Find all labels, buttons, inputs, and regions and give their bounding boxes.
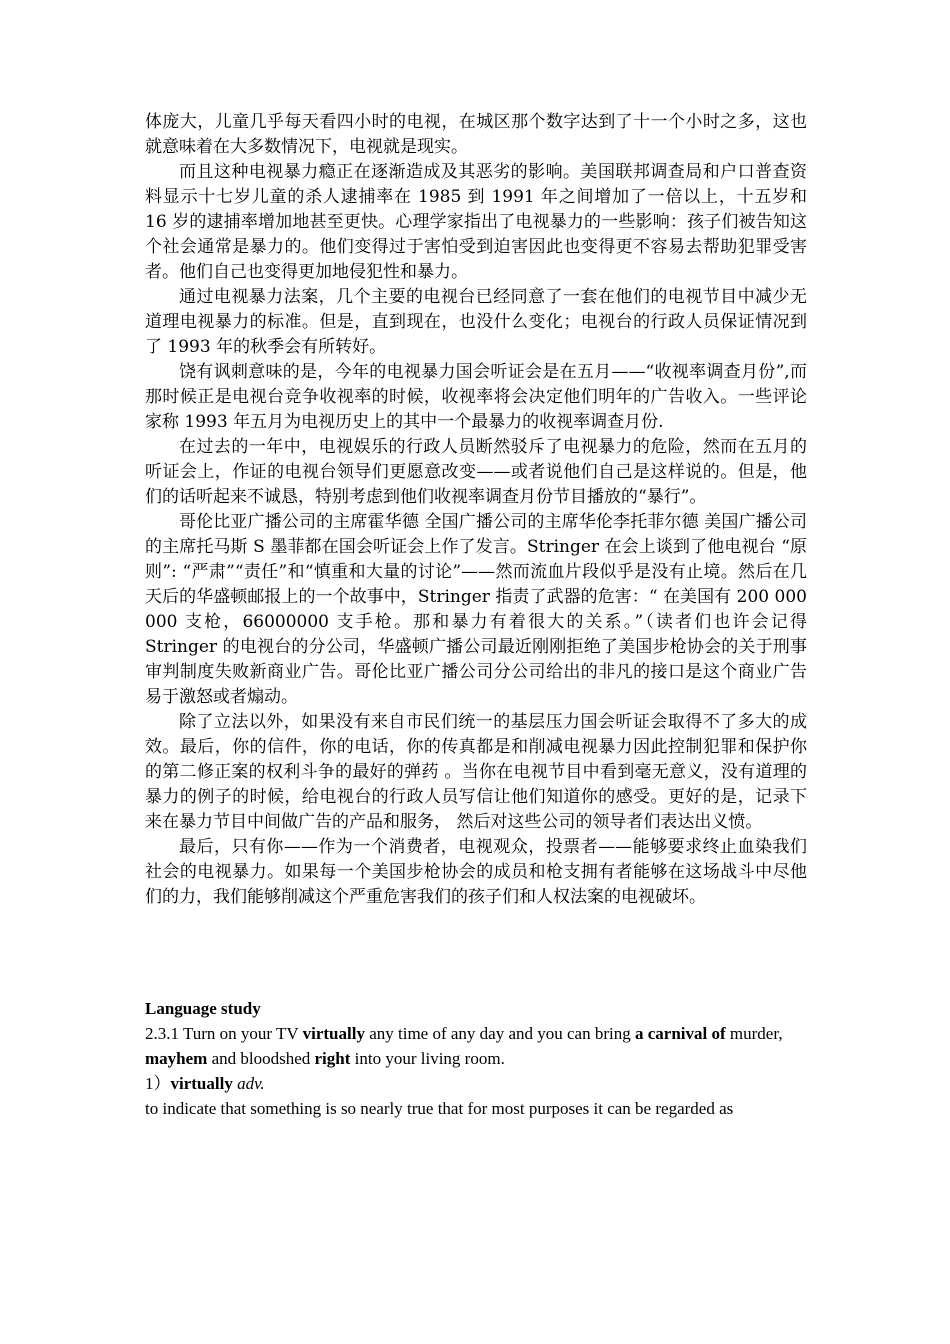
paragraph: 最后，只有你——作为一个消费者，电视观众，投票者——能够要求终止血染我们社会的电视暴力。如果每一个美国步枪协会的成员和枪支拥有者能够在这场战斗中尽他们的力，我们能够削减这个严重危害我们的孩子们和人权法案的电视破坏。	[145, 837, 807, 907]
keyword: a carnival of	[635, 1024, 726, 1043]
section-heading: Language study	[145, 999, 261, 1018]
section-spacer	[145, 910, 807, 996]
definition: to indicate that something is so nearly true that for most purposes it can be regarded as	[145, 1099, 734, 1118]
paragraph: 而且这种电视暴力瘾正在逐渐造成及其恶劣的影响。美国联邦调查局和户口普查资料显示十七岁儿童的杀人逮捕率在 1985 到 1991 年之间增加了一倍以上，十五岁和 16 岁的逮捕率增加地甚至更快。心理学家指出了电视暴力的一些影响：孩子们被告知这个社会通常是暴力的。他们变得过于害怕受到迫害因此也变得更不容易去帮助犯罪受害者。他们自己也变得更加地侵犯性和暴力。	[145, 162, 807, 282]
paragraph: 饶有讽刺意味的是，今年的电视暴力国会听证会是在五月——“收视率调查月份”,而那时候正是电视台竞争收视率的时候，收视率将会决定他们明年的广告收入。一些评论家称 1993 年五月为电视历史上的其中一个最暴力的收视率调查月份.	[145, 362, 807, 432]
keyword: right	[314, 1049, 351, 1068]
paragraph: 体庞大，儿童几乎每天看四小时的电视，在城区那个数字达到了十一个小时之多，这也就意味着在大多数情况下，电视就是现实。	[145, 112, 807, 157]
part-of-speech: adv.	[237, 1074, 265, 1093]
paragraph: 通过电视暴力法案，几个主要的电视台已经同意了一套在他们的电视节目中减少无道理电视暴力的标准。但是，直到现在，也没什么变化；电视台的行政人员保证情况到了 1993 年的秋季会有所转好。	[145, 287, 807, 357]
example-sentence: 2.3.1 Turn on your TV virtually any time of any day and you can bring a carnival of murder, mayhem and bloodshed right into your living room.	[145, 1024, 783, 1068]
vocab-word: virtually	[170, 1074, 233, 1093]
paragraph: 在过去的一年中，电视娱乐的行政人员断然驳斥了电视暴力的危险，然而在五月的听证会上，作证的电视台领导们更愿意改变——或者说他们自己是这样说的。但是，他们的话听起来不诚恳，特别考虑到他们收视率调查月份节目播放的“暴行”。	[145, 437, 807, 507]
keyword: mayhem	[145, 1049, 208, 1068]
chinese-body	[145, 110, 807, 910]
paragraph: 除了立法以外，如果没有来自市民们统一的基层压力国会听证会取得不了多大的成效。最后，你的信件，你的电话，你的传真都是和削减电视暴力因此控制犯罪和保护你的第二修正案的权利斗争的最好的弹药 。当你在电视节目中看到毫无意义，没有道理的暴力的例子的时候，给电视台的行政人员写信让他们知道你的感受。更好的是，记录下来在暴力节目中间做广告的产品和服务， 然后对这些公司的领导者们表达出义愤。	[145, 712, 807, 832]
keyword: virtually	[302, 1024, 365, 1043]
paragraph: 哥伦比亚广播公司的主席霍华德 全国广播公司的主席华伦李托菲尔德 美国广播公司的主席托马斯 S 墨菲都在国会听证会上作了发言。Stringer 在会上谈到了他电视台 “原则”: “严肃”“责任”和“慎重和大量的讨论”——然而流血片段似乎是没有止境。然后在几天后的华盛顿邮报上的一个故事中，Stringer 指责了武器的危害：“ 在美国有 200 000 000 支枪，66000000 支手枪。那和暴力有着很大的关系。”（读者们也许会记得 Stringer 的电视台的分公司，华盛顿广播公司最近刚刚拒绝了美国步枪协会的关于刑事审判制度失败新商业广告。哥伦比亚广播公司分公司给出的非凡的接口是这个商业广告易于激怒或者煽动。	[145, 512, 807, 707]
vocab-entry: 1）virtually adv.	[145, 1074, 265, 1093]
language-study-section	[145, 996, 807, 1121]
document-page	[145, 110, 807, 1121]
